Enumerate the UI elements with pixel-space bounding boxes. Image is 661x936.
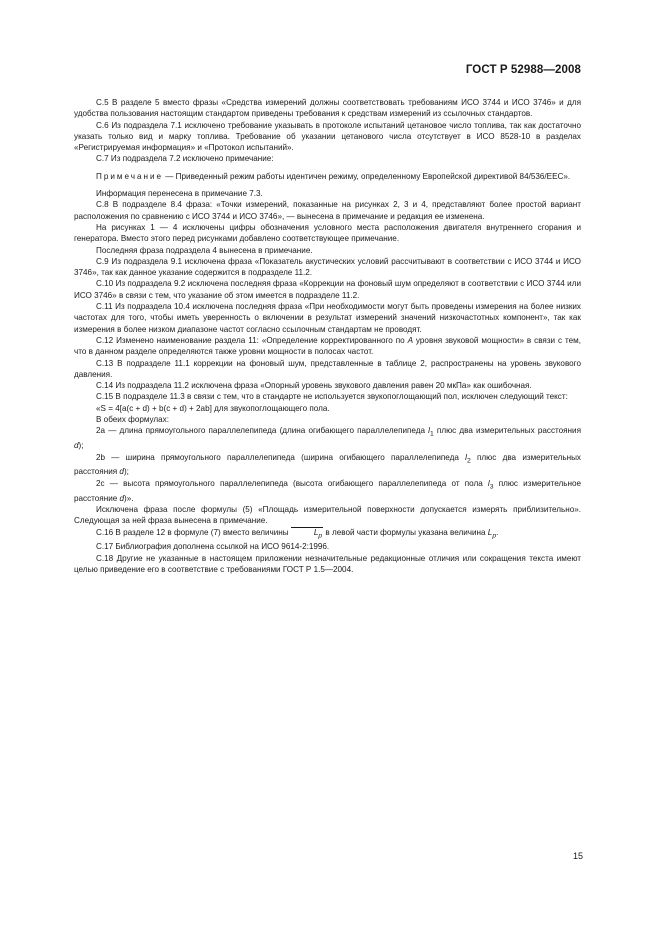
paragraph-c17: С.17 Библиография дополнена ссылкой на ИСО 9614-2:1996.	[96, 542, 330, 552]
f2a-end: );	[78, 441, 84, 451]
paragraph-c11: С.11 Из подраздела 10.4 исключена последняя фраза «При необходимости могут быть проведены измерения на более низких частотах для того, чтобы иметь уверенность о включении в результат измерений значений низкочастотных компонент», так как измерения в более низком диапазоне частот согласно ссылочным стандартам не проводят.	[74, 302, 581, 334]
paragraph-c18: С.18 Другие не указанные в настоящем приложении незначительные редакционные отличия или сокращения текста имеют целью приведение его в соответствие с требованиями ГОСТ Р 1.5—2004.	[74, 553, 581, 575]
f2a-var: l	[428, 426, 430, 436]
paragraph-c5: С.5 В разделе 5 вместо фразы «Средства измерений должны соответствовать требованиям ИСО 3744 и ИСО 3746» и для удобства пользования настоящим стандартом приведены требования к средствам измерений из ссылочных стандартов.	[74, 98, 581, 119]
c16-p2: p	[492, 532, 497, 540]
c12-part-a: С.12 Изменено наименование раздела 11: «Определение корректированного по	[96, 335, 408, 345]
paragraph-c14: С.14 Из подраздела 11.2 исключена фраза «Опорный уровень звукового давления равен 20 мкПа» как ошибочная.	[96, 381, 532, 391]
f2a-d: d	[74, 441, 79, 451]
paragraph-c7: С.7 Из подраздела 7.2 исключено примечание:	[96, 154, 274, 164]
f2c-end: )».	[124, 493, 134, 503]
quoted-note	[74, 171, 581, 182]
note-text: — Приведенный режим работы идентичен режиму, определенному Европейской директивой 84/536/ЕЕС».	[163, 171, 571, 181]
paragraph-c10: С.10 Из подраздела 9.2 исключена последняя фраза «Коррекции на фоновый шум определяют в соответствии с ИСО 3744 или ИСО 3746» в связи с тем, что указание об этом имеется в подразделе 11.2.	[74, 279, 581, 300]
formula-s: «S = 4[a(c + d) + b(c + d) + 2ab] для звукопоглощающего пола.	[96, 403, 330, 413]
f2a-sub: 1	[429, 430, 434, 438]
paragraph-figures: На рисунках 1 — 4 исключены цифры обозначения условного места расположения двигателя внутреннего сгорания и генератора. Вместо этого перед рисунками добавлено соответствующее примечание.	[74, 222, 581, 244]
c16-lp-bar	[291, 527, 323, 541]
f2c-text-b: плюс измерительное расстояние	[74, 478, 581, 503]
document-body	[74, 97, 581, 575]
paragraph-c12	[74, 335, 581, 358]
paragraph-c9: С.9 Из подраздела 9.1 исключена фраза «Показатель акустических условий рассчитывают в соответствии с ИСО 3744 и ИСО 3746», так как данное указание содержится в подразделе 11.2.	[74, 256, 581, 278]
paragraph-c15: С.15 В подразделе 11.3 в связи с тем, что в стандарте не используется звукопоглощающий пол, исключен следующий текст:	[96, 392, 568, 402]
c16-end: .	[496, 527, 499, 537]
formula-2a	[74, 425, 581, 451]
paragraph-c6: С.6 Из подраздела 7.1 исключено требование указывать в протоколе испытаний цетановое число топлива, так как достаточно указать только вид и марку топлива. Требование об указании цетанового числа отсутствует в ИСО 8528-10 в разделах «Регистрируемая информация» и «Протокол испытаний».	[74, 120, 581, 153]
c16-text-a: С.16 В разделе 12 в формуле (7) вместо величины	[96, 527, 291, 537]
f2b-text-b: плюс два измерительных расстояния	[74, 452, 581, 477]
formula-2b	[74, 452, 581, 478]
f2b-end: );	[123, 467, 129, 477]
paragraph-last-phrase: Последняя фраза подраздела 4 вынесена в примечание.	[96, 245, 313, 255]
c16-L2: L	[487, 527, 493, 537]
c12-part-b: уровня звуковой мощности» в связи с тем, что в данном разделе определяются также уровни мощности в полосах частот.	[74, 335, 581, 357]
paragraph-info: Информация перенесена в примечание 7.3.	[96, 189, 263, 199]
c16-text-b: в левой части формулы указана величина	[323, 527, 488, 537]
f2b-d: d	[119, 467, 124, 477]
paragraph-c13: С.13 В подразделе 11.1 коррекции на фоновый шум, представленные в таблице 2, распространены на уровень звукового давления.	[74, 358, 581, 379]
f2c-var: l	[487, 478, 490, 488]
f2a-text: 2a — длина прямоугольного параллелепипеда (длина огибающего параллелепипеда	[96, 426, 429, 436]
document-header: ГОСТ Р 52988—2008	[465, 64, 581, 76]
paragraph-c8: С.8 В подразделе 8.4 фраза: «Точки измерений, показанные на рисунках 2, 3 и 4, представляют более простой вариант расположения по сравнению с ИСО 3744 и ИСО 3746», — вынесена в примечание и редакция ее изменена.	[74, 200, 581, 221]
f2b-sub: 2	[466, 457, 471, 465]
f2b-text: 2b — ширина прямоугольного параллелепипеда (ширина огибающего параллелепипеда	[96, 452, 466, 462]
formula-2c	[74, 478, 581, 504]
c12-a-weighting: А	[407, 335, 414, 345]
f2c-text: 2c — высота прямоугольного параллелепипеда (высота огибающего параллелепипеда от пола	[96, 478, 488, 488]
c16-L: L	[313, 527, 319, 537]
f2c-d: d	[119, 493, 125, 503]
page-number: 15	[573, 851, 584, 861]
note-label: Примечание	[96, 171, 164, 181]
paragraph-c16	[74, 527, 581, 542]
formula-intro: В обеих формулах:	[96, 415, 169, 425]
f2a-text-b: плюс два измерительных расстояния	[433, 426, 581, 436]
c16-p: p	[318, 532, 323, 540]
paragraph-excluded: Исключена фраза после формулы (5) «Площадь измерительной поверхности допускается измерять приблизительно». Следующая за ней фраза вынесена в примечание.	[74, 504, 581, 526]
f2c-sub: 3	[489, 483, 494, 491]
f2b-var: l	[465, 452, 467, 462]
